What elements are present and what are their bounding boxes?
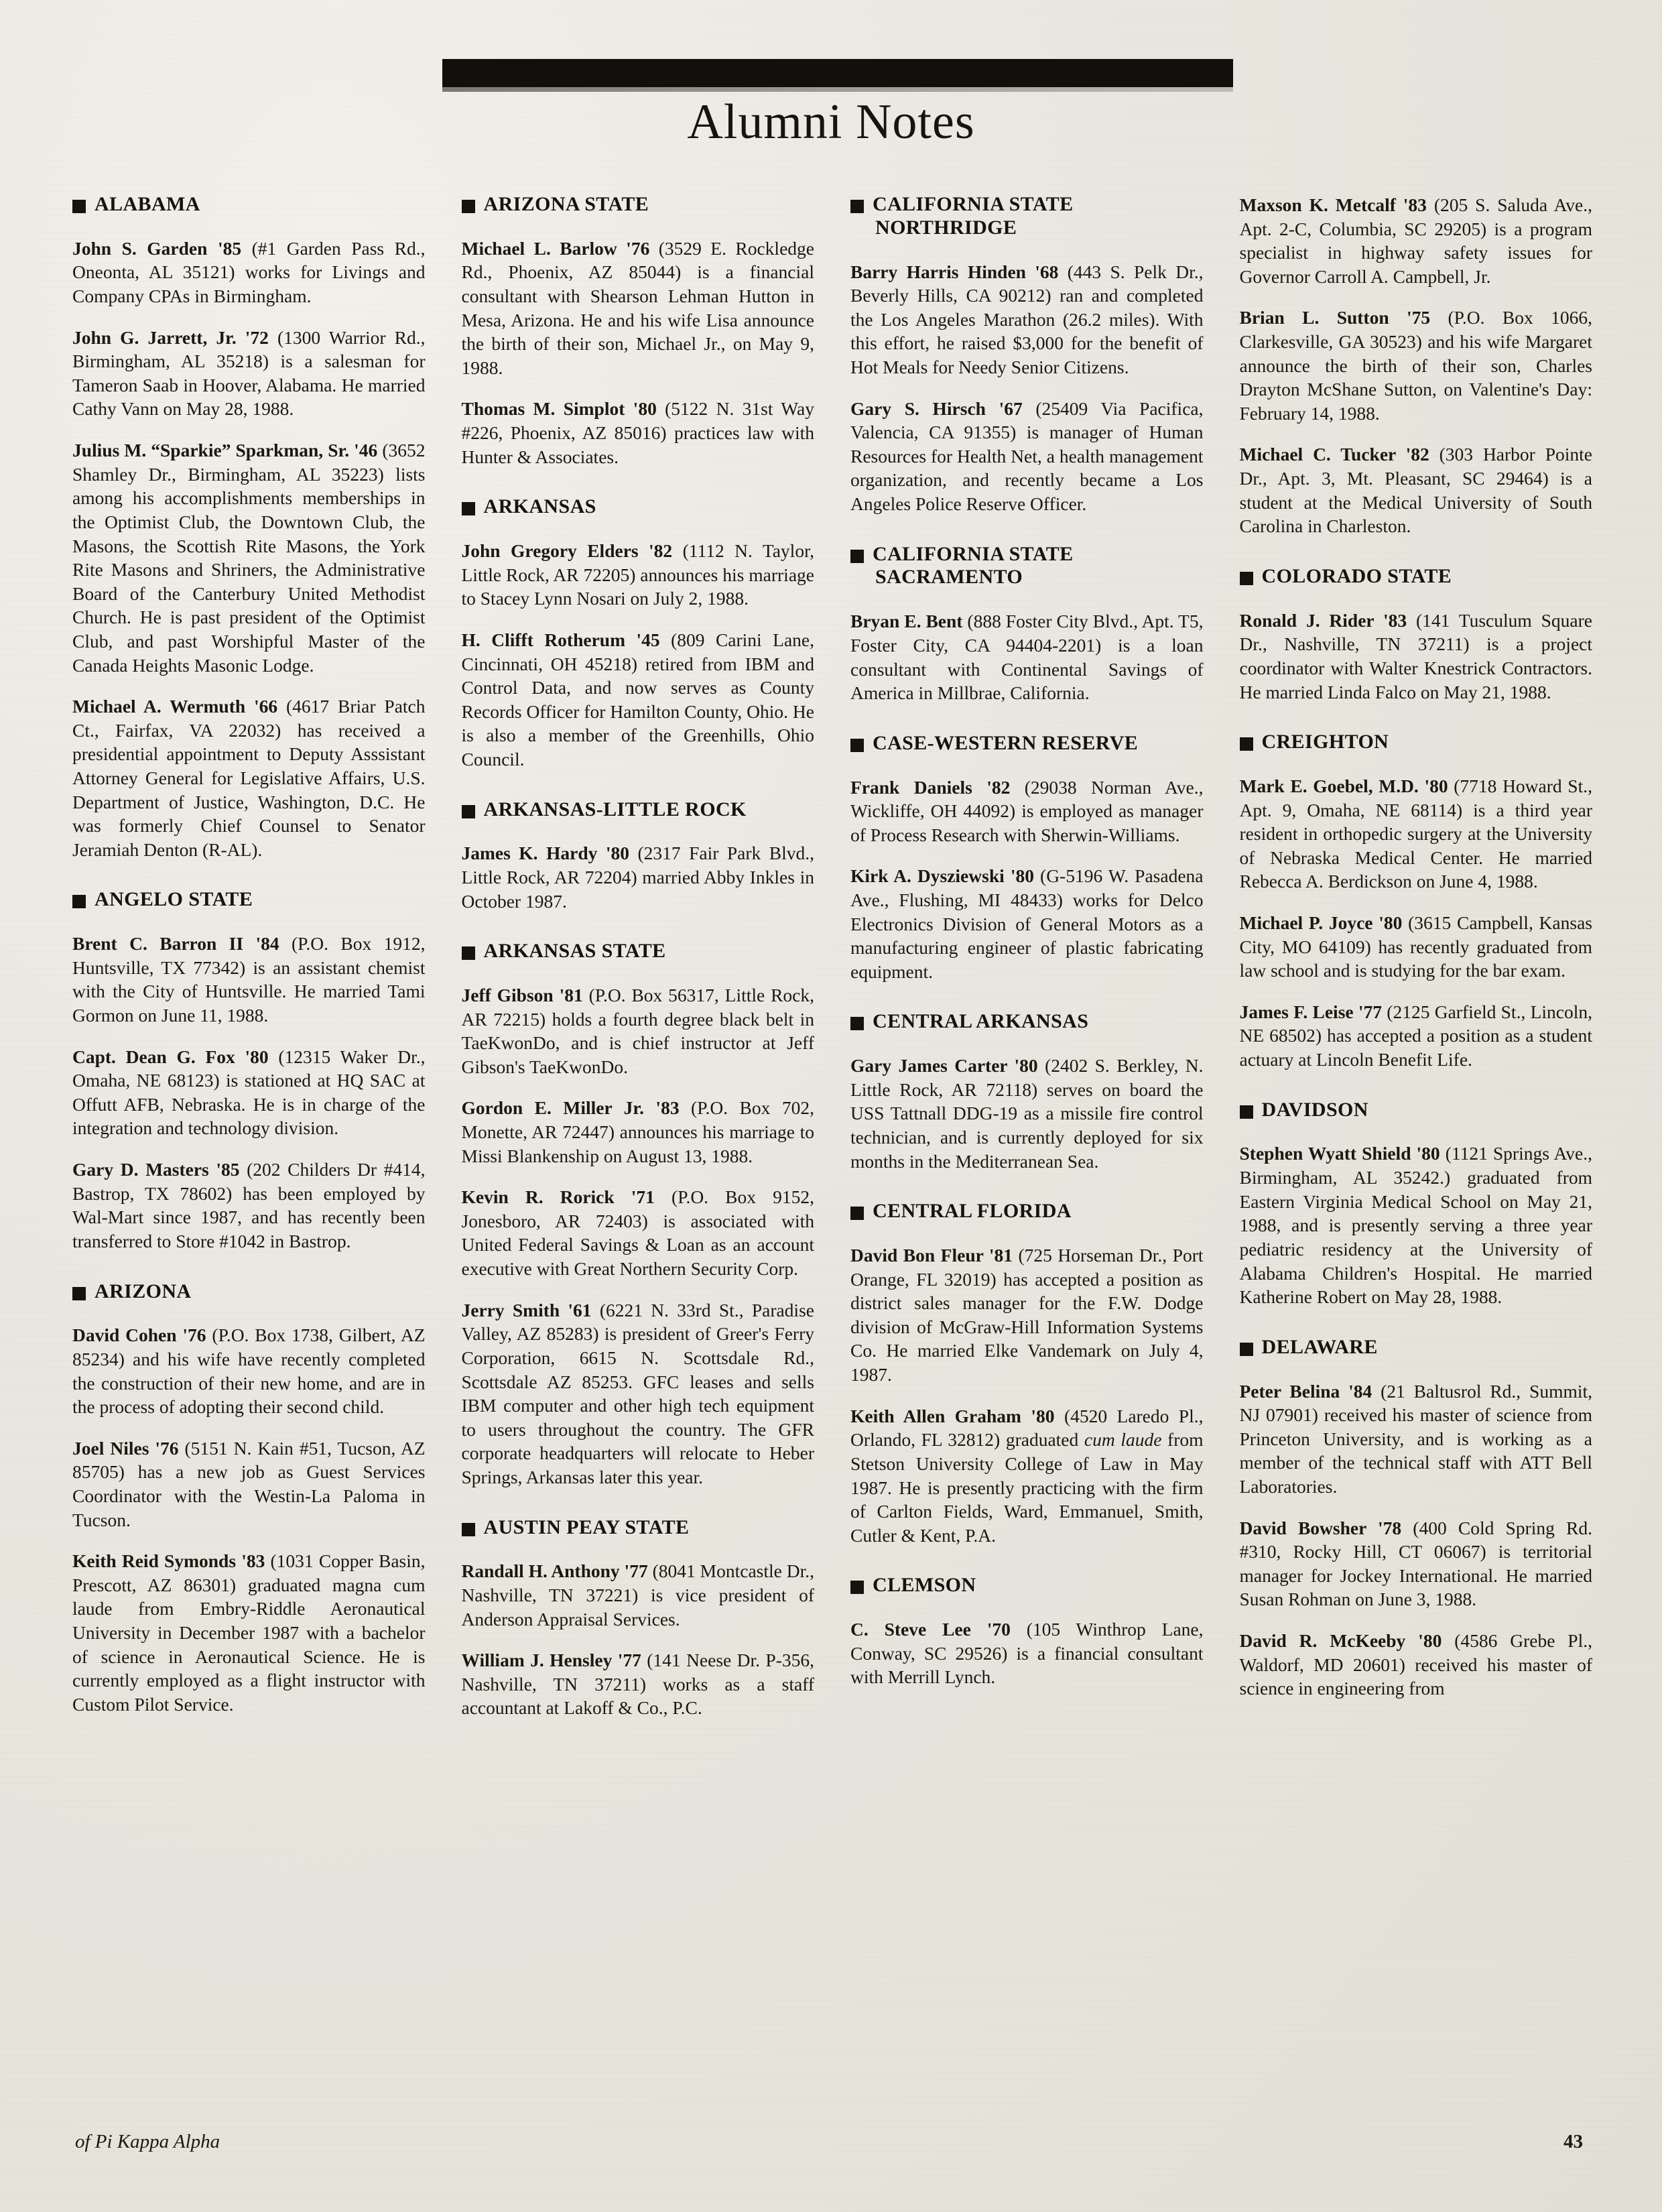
alumni-note-text: (1121 Springs Ave., Birmingham, AL 35242.) graduated from Eastern Virginia Medical School on May 21, 1988, and is presently serving a three year pediatric residency at the University of Alabama Children's Hospital. He married Katherine Robert on May 28, 1988.	[1239, 1143, 1592, 1308]
chapter-heading	[462, 798, 815, 822]
alumni-note	[850, 864, 1204, 983]
alumni-note	[1240, 1379, 1593, 1499]
alumni-note-text: (8041 Montcastle Dr., Nashville, TN 37221) is vice president of Anderson Appraisal Services.	[461, 1560, 814, 1630]
chapter-heading	[850, 543, 1204, 590]
bullet-square-icon	[462, 946, 475, 960]
alumni-name: John G. Jarrett, Jr. '72	[72, 326, 269, 348]
alumni-note-text: (25409 Via Pacifica, Valencia, CA 91355) is manager of Human Resources for Health Net, a health management organization, and recently became a Los Angeles Police Reserve Officer.	[850, 397, 1204, 515]
alumni-name: Julius M. “Sparkie” Sparkman, Sr. '46	[72, 440, 378, 461]
chapter-heading-label: ARKANSAS	[483, 495, 596, 518]
chapter-heading-label: CENTRAL ARKANSAS	[873, 1010, 1089, 1033]
bullet-square-icon	[1240, 1343, 1253, 1356]
alumni-name: Gordon E. Miller Jr. '83	[461, 1097, 680, 1119]
alumni-name: Brian L. Sutton '75	[1239, 307, 1431, 328]
chapter-heading	[850, 1200, 1204, 1223]
alumni-name: Bryan E. Bent	[850, 611, 963, 632]
alumni-note	[462, 1559, 815, 1631]
alumni-name: Ronald J. Rider '83	[1239, 609, 1407, 631]
alumni-name: Gary S. Hirsch '67	[850, 397, 1023, 419]
alumni-note	[1240, 1000, 1593, 1072]
alumni-note	[1240, 774, 1593, 894]
alumni-name: William J. Hensley '77	[461, 1650, 641, 1671]
alumni-name: David R. McKeeby '80	[1239, 1630, 1442, 1651]
alumni-note-text: (888 Foster City Blvd., Apt. T5, Foster City, CA 94404-2201) is a loan consultant with Continental Savings of America in Millbrae, California.	[850, 611, 1204, 704]
alumni-note-text: (P.O. Box 1066, Clarkesville, GA 30523) and his wife Margaret announce the birth of their son, Charles Drayton McShane Sutton, on Valentine's Day: February 14, 1988.	[1239, 307, 1592, 424]
chapter-heading-label: CENTRAL FLORIDA	[873, 1200, 1072, 1223]
alumni-note	[1240, 1629, 1593, 1701]
alumni-name: John S. Garden '85	[72, 237, 242, 259]
chapter-heading-label: COLORADO STATE	[1261, 564, 1452, 587]
alumni-note-text: (2402 S. Berkley, N. Little Rock, AR 72118) serves on board the USS Tattnall DDG-19 as a missile fire control technician, and is currently deployed for six months in the Mediterranean Sea.	[850, 1055, 1204, 1172]
alumni-name: Mark E. Goebel, M.D. '80	[1239, 775, 1448, 796]
alumni-note	[72, 326, 426, 421]
alumni-note	[850, 260, 1204, 379]
alumni-note-text: (4586 Grebe Pl., Waldorf, MD 20601) received his master of science in engineering from	[1239, 1630, 1592, 1699]
alumni-note	[1240, 306, 1593, 425]
alumni-name: Michael P. Joyce '80	[1239, 912, 1403, 933]
chapter-heading	[1240, 731, 1593, 754]
footer-publication: of Pi Kappa Alpha	[75, 2131, 220, 2152]
alumni-note	[1240, 911, 1593, 983]
chapter-heading	[462, 495, 815, 519]
bullet-square-icon	[850, 550, 864, 563]
chapter-heading	[462, 940, 815, 963]
chapter-heading-label: AUSTIN PEAY STATE	[483, 1516, 690, 1538]
bullet-square-icon	[462, 805, 475, 818]
alumni-name: Michael L. Barlow '76	[461, 237, 650, 259]
alumni-name: Gary D. Masters '85	[72, 1159, 240, 1180]
alumni-note-text: (1300 Warrior Rd., Birmingham, AL 35218) is a salesman for Tameron Saab in Hoover, Alabama. He married Cathy Vann on May 28, 1988.	[72, 326, 426, 420]
alumni-name: Brent C. Barron II '84	[72, 933, 279, 955]
alumni-note-text: (141 Tusculum Square Dr., Nashville, TN 37211) is a project coordinator with Walter Knestrick Contractors. He married Linda Falco on May 21, 1988.	[1239, 609, 1592, 702]
alumni-name: David Bon Fleur '81	[850, 1245, 1013, 1266]
alumni-name: Gary James Carter '80	[850, 1055, 1038, 1077]
chapter-heading-label: CALIFORNIA STATE SACRAMENTO	[873, 542, 1074, 589]
chapter-heading-label: ARKANSAS STATE	[483, 940, 666, 963]
alumni-note-text: (5122 N. 31st Way #226, Phoenix, AZ 85016) practices law with Hunter & Associates.	[461, 398, 814, 467]
alumni-name: David Bowsher '78	[1239, 1517, 1402, 1538]
chapter-heading-label: CLEMSON	[873, 1574, 976, 1597]
column-4	[1240, 193, 1593, 2090]
bullet-square-icon	[850, 1017, 864, 1030]
alumni-name: Jeff Gibson '81	[461, 984, 583, 1005]
bullet-square-icon	[72, 895, 86, 908]
alumni-name: Barry Harris Hinden '68	[850, 261, 1059, 282]
bullet-square-icon	[850, 1207, 864, 1220]
chapter-heading	[1240, 1336, 1593, 1359]
alumni-note-text: (G-5196 W. Pasadena Ave., Flushing, MI 48433) works for Delco Electronics Division of General Motors as a manufacturing engineer of plastic fabricating equipment.	[850, 865, 1204, 982]
alumni-note-text: (141 Neese Dr. P-356, Nashville, TN 37211) works as a staff accountant at Lakoff & Co., P.C.	[461, 1650, 814, 1719]
alumni-note-text: (1112 N. Taylor, Little Rock, AR 72205) announces his marriage to Stacey Lynn Nosari on July 2, 1988.	[461, 540, 814, 609]
page-title: Alumni Notes	[687, 95, 975, 149]
chapter-heading-label: ANGELO STATE	[94, 888, 253, 911]
masthead-rule	[442, 59, 1233, 87]
article-columns	[72, 193, 1592, 2090]
alumni-note-text: (#1 Garden Pass Rd., Oneonta, AL 35121) works for Livings and Company CPAs in Birmingham.	[72, 237, 426, 307]
chapter-heading-label-line2: SACRAMENTO	[875, 566, 1023, 589]
alumni-name: Keith Allen Graham '80	[850, 1405, 1055, 1426]
alumni-note-text: (3529 E. Rockledge Rd., Phoenix, AZ 85044) is a financial consultant with Shearson Lehman Hutton in Mesa, Arizona. He and his wife Lisa announce the birth of their son, Michael Jr., on May 9, 1988.	[461, 237, 814, 378]
alumni-note	[850, 1054, 1204, 1173]
alumni-name: Frank Daniels '82	[850, 776, 1011, 798]
alumni-name: Keith Reid Symonds '83	[72, 1550, 265, 1572]
alumni-note-text: (4520 Laredo Pl., Orlando, FL 32812) graduated	[850, 1405, 1204, 1451]
alumni-note	[462, 1298, 815, 1489]
alumni-name: Kirk A. Dysziewski '80	[850, 865, 1034, 887]
alumni-note	[1240, 1142, 1593, 1308]
bullet-square-icon	[850, 1581, 864, 1594]
alumni-note	[462, 1185, 815, 1280]
chapter-heading	[72, 193, 426, 217]
alumni-note	[462, 983, 815, 1079]
bullet-square-icon	[1240, 572, 1253, 585]
alumni-note	[462, 841, 815, 913]
alumni-note-text: (2125 Garfield St., Lincoln, NE 68502) has accepted a position as a student actuary at Lincoln Benefit Life.	[1239, 1001, 1592, 1070]
chapter-heading-label-line2: NORTHRIDGE	[875, 216, 1017, 239]
alumni-note-text: (P.O. Box 1912, Huntsville, TX 77342) is an assistant chemist with the City of Huntsville. He married Tami Gormon on June 11, 1988.	[72, 933, 426, 1026]
alumni-note	[72, 1549, 426, 1716]
alumni-note-text: (443 S. Pelk Dr., Beverly Hills, CA 90212) ran and completed the Los Angeles Marathon (26.2 miles). With this effort, he raised $3,000 for the benefit of Hot Meals for Needy Senior Citizens.	[850, 261, 1204, 378]
alumni-note	[850, 397, 1204, 516]
chapter-heading-label: DELAWARE	[1261, 1335, 1378, 1358]
alumni-note	[72, 1158, 426, 1253]
column-3	[850, 193, 1204, 2090]
alumni-note	[72, 694, 426, 861]
alumni-note-text: (7718 Howard St., Apt. 9, Omaha, NE 68114) is a third year resident in orthopedic surgery at the University of Nebraska Medical Center. He married Rebecca A. Berdickson on June 4, 1988.	[1239, 775, 1592, 892]
bullet-square-icon	[1240, 1105, 1253, 1119]
alumni-name: Michael A. Wermuth '66	[72, 696, 278, 717]
bullet-square-icon	[1240, 737, 1253, 751]
alumni-note	[850, 1243, 1204, 1387]
alumni-note	[850, 776, 1204, 847]
bullet-square-icon	[72, 1287, 86, 1300]
alumni-note	[1240, 1516, 1593, 1611]
chapter-heading-label: ARIZONA	[94, 1280, 192, 1302]
chapter-heading	[850, 732, 1204, 755]
alumni-note-text: (4617 Briar Patch Ct., Fairfax, VA 22032) has received a presidential appointment to Deputy Asssistant Attorney General for Legislative Affairs, U.S. Department of Justice, Washington, D.C. He was formerly Chief Counsel to Senator Jeramiah Denton (R-AL).	[72, 696, 426, 860]
alumni-name: James F. Leise '77	[1239, 1001, 1383, 1022]
chapter-heading-label: ALABAMA	[94, 193, 200, 215]
alumni-note-text: (29038 Norman Ave., Wickliffe, OH 44092) is employed as manager of Process Research with Sherwin-Williams.	[850, 776, 1204, 845]
bullet-square-icon	[462, 1523, 475, 1536]
chapter-heading-label: ARKANSAS-LITTLE ROCK	[483, 798, 747, 820]
alumni-note	[72, 237, 426, 308]
chapter-heading	[850, 193, 1204, 240]
alumni-name: Michael C. Tucker '82	[1239, 444, 1429, 465]
alumni-name: James K. Hardy '80	[461, 843, 630, 864]
alumni-name: Thomas M. Simplot '80	[461, 398, 657, 420]
alumni-note	[72, 438, 426, 677]
alumni-note	[850, 1617, 1204, 1689]
alumni-note-text: (202 Childers Dr #414, Bastrop, TX 78602) has been employed by Wal-Mart since 1987, and has recently been transferred to Store #1042 in Bastrop.	[72, 1159, 426, 1251]
column-2	[462, 193, 815, 2090]
alumni-name: H. Clifft Rotherum '45	[461, 629, 660, 650]
chapter-heading	[72, 888, 426, 912]
alumni-note-text: (725 Horseman Dr., Port Orange, FL 32019) has accepted a position as district sales manager for the F.W. Dodge division of McGraw-Hill Information Systems Co. He married Elke Vandemark on July 4, 1987.	[850, 1245, 1204, 1386]
alumni-note-text: (21 Baltusrol Rd., Summit, NJ 07901) received his master of science from Princeton University, and is working as a member of the technical staff with ATT Bell Laboratories.	[1239, 1380, 1593, 1497]
alumni-note	[462, 1096, 815, 1168]
alumni-name: Joel Niles '76	[72, 1437, 179, 1459]
alumni-note	[72, 1323, 426, 1418]
alumni-note-text: (303 Harbor Pointe Dr., Apt. 3, Mt. Pleasant, SC 29464) is a student at the Medical University of South Carolina in Charleston.	[1239, 444, 1592, 537]
alumni-note-emphasis: cum laude	[1084, 1429, 1162, 1451]
chapter-heading-label: CASE-WESTERN RESERVE	[873, 731, 1139, 754]
alumni-name: Jerry Smith '61	[461, 1299, 592, 1320]
bullet-square-icon	[850, 739, 864, 752]
alumni-note-text: (P.O. Box 9152, Jonesboro, AR 72403) is associated with United Federal Savings & Loan as an account executive with Great Northern Security Corp.	[461, 1186, 814, 1280]
footer-page-number: 43	[1563, 2131, 1583, 2152]
alumni-note-text: (2317 Fair Park Blvd., Little Rock, AR 72204) married Abby Inkles in October 1987.	[461, 843, 814, 912]
chapter-heading-label: ARIZONA STATE	[483, 193, 649, 215]
bullet-square-icon	[72, 200, 86, 213]
alumni-note	[1240, 609, 1593, 704]
alumni-note-text-continued: from Stetson University College of Law in May 1987. He is presently practicing with the firm of Carlton Fields, Ward, Emmanuel, Smith, Cutler & Kent, P.A.	[850, 1429, 1204, 1546]
chapter-heading	[462, 193, 815, 217]
alumni-note-text: (P.O. Box 56317, Little Rock, AR 72215) holds a fourth degree black belt in TaeKwonDo, and is chief instructor at Jeff Gibson's TaeKwonDo.	[461, 984, 814, 1077]
alumni-name: Maxson K. Metcalf '83	[1239, 194, 1427, 215]
chapter-heading	[462, 1516, 815, 1540]
alumni-note-text: (P.O. Box 702, Monette, AR 72447) announces his marriage to Missi Blankenship on August 13, 1988.	[461, 1097, 815, 1166]
chapter-heading-label: CALIFORNIA STATE NORTHRIDGE	[873, 193, 1074, 239]
bullet-square-icon	[462, 200, 475, 213]
alumni-note-text: (809 Carini Lane, Cincinnati, OH 45218) retired from IBM and Control Data, and now serves as County Records Officer for Hamilton County, Ohio. He is also a member of the Greenhills, Ohio Council.	[461, 629, 814, 770]
column-1	[72, 193, 426, 2090]
chapter-heading-label: DAVIDSON	[1261, 1098, 1368, 1121]
alumni-note-text: (P.O. Box 1738, Gilbert, AZ 85234) and his wife have recently completed the construction of their new home, and are in the process of adopting their second child.	[72, 1325, 426, 1418]
chapter-heading	[850, 1010, 1204, 1034]
alumni-note-text: (6221 N. 33rd St., Paradise Valley, AZ 85283) is president of Greer's Ferry Corporation, 6615 N. Scottsdale Rd., Scottsdale AZ 85253. GFC leases and sells IBM computer and other high tech equipment to users throughout the country. The GFR corporate headquarters will relocate to Heber Springs, Arkansas later this year.	[461, 1299, 814, 1487]
chapter-heading	[1240, 1099, 1593, 1122]
alumni-note-text: (1031 Copper Basin, Prescott, AZ 86301) graduated magna cum laude from Embry-Riddle Aeronautical University in December 1987 with a bachelor of science in Aeronautical Science. He is currently employed as a flight instructor with Custom Pilot Service.	[72, 1550, 426, 1715]
alumni-note	[850, 609, 1204, 704]
alumni-note	[1240, 193, 1593, 288]
alumni-name: Randall H. Anthony '77	[461, 1560, 648, 1582]
chapter-heading	[72, 1280, 426, 1304]
alumni-name: C. Steve Lee '70	[850, 1619, 1011, 1640]
alumni-name: Kevin R. Rorick '71	[461, 1186, 655, 1208]
alumni-note	[462, 237, 815, 380]
alumni-name: David Cohen '76	[72, 1325, 206, 1346]
alumni-note-text: (400 Cold Spring Rd. #310, Rocky Hill, CT 06067) is territorial manager for Jockey International. He married Susan Rohman on June 3, 1988.	[1239, 1517, 1592, 1610]
alumni-note-text: (205 S. Saluda Ave., Apt. 2-C, Columbia, SC 29205) is a program specialist in highway safety issues for Governor Carroll A. Campbell, Jr.	[1239, 194, 1592, 287]
bullet-square-icon	[850, 200, 864, 213]
alumni-name: Peter Belina '84	[1239, 1380, 1372, 1402]
alumni-name: Stephen Wyatt Shield '80	[1239, 1143, 1440, 1164]
alumni-note	[72, 932, 426, 1027]
alumni-note-text: (3652 Shamley Dr., Birmingham, AL 35223) lists among his accomplishments memberships in the Optimist Club, the Downtown Club, the Masons, the Scottish Rite Masons, the York Rite Masons and Shriners, the Administrative Board of the Canterbury United Methodist Church. He is past president of the Optimist Club, and past Worshipful Master of the Canada Heights Masonic Lodge.	[72, 440, 426, 676]
chapter-heading	[1240, 565, 1593, 589]
alumni-note-text: (105 Winthrop Lane, Conway, SC 29526) is a financial consultant with Merrill Lynch.	[850, 1619, 1204, 1688]
alumni-note-text: (5151 N. Kain #51, Tucson, AZ 85705) has a new job as Guest Services Coordinator with the Westin-La Paloma in Tucson.	[72, 1437, 426, 1530]
alumni-name: John Gregory Elders '82	[461, 540, 673, 562]
alumni-note	[850, 1404, 1204, 1548]
bullet-square-icon	[462, 502, 475, 515]
alumni-note	[72, 1045, 426, 1140]
chapter-heading-label: CREIGHTON	[1261, 731, 1389, 753]
alumni-note	[1240, 442, 1593, 538]
alumni-note	[462, 539, 815, 611]
alumni-note	[72, 1436, 426, 1532]
alumni-name: Capt. Dean G. Fox '80	[72, 1046, 269, 1067]
alumni-note	[462, 1648, 815, 1720]
alumni-note	[462, 397, 815, 469]
alumni-note	[462, 628, 815, 772]
chapter-heading	[850, 1574, 1204, 1597]
alumni-note-text: (12315 Waker Dr., Omaha, NE 68123) is stationed at HQ SAC at Offutt AFB, Nebraska. He is in charge of the integration and technology division.	[72, 1046, 426, 1139]
alumni-note-text: (3615 Campbell, Kansas City, MO 64109) has recently graduated from law school and is studying for the bar exam.	[1239, 912, 1592, 981]
